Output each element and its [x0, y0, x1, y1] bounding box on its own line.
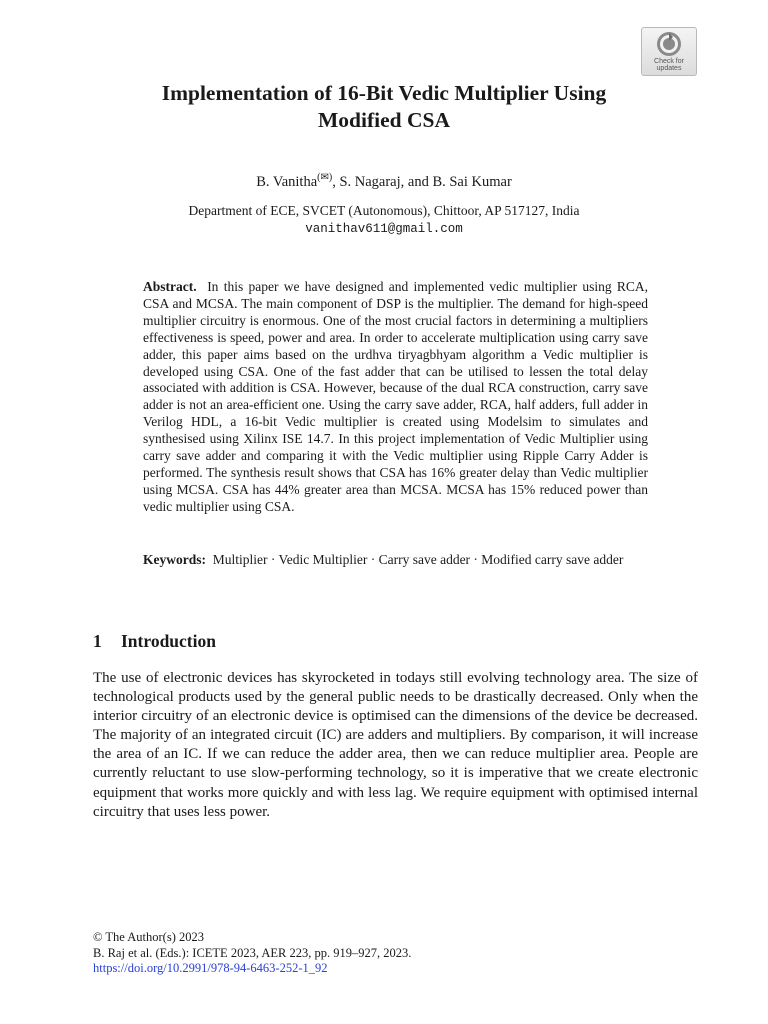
badge-line-2: updates	[656, 65, 682, 72]
introduction-paragraph: The use of electronic devices has skyrocketed in todays still evolving technology area. The size of technological products used by the general public needs to be drastically decreased. Only when the interior circuitry of an electronic device is optimised can the dimensions of the device be decreased. The majority of an integrated circuit (IC) are adders and multipliers. By comparison, it will increase the area of an IC. If we can reduce the adder area, then we can reduce multiplier area. People are currently reluctant to use slow-performing technology, so it is imperative that we create electronic equipment that works more quickly and with less lag. We require equipment with optimised internal circuitry that uses less power.	[93, 670, 698, 820]
section-heading	[93, 630, 216, 652]
section-title: Introduction	[121, 631, 216, 651]
badge-text	[642, 58, 696, 72]
footer	[93, 930, 411, 977]
title-line-2: Modified CSA	[318, 108, 450, 132]
author-email[interactable]: vanithav611@gmail.com	[305, 222, 463, 236]
other-authors: , S. Nagaraj, and B. Sai Kumar	[332, 173, 512, 190]
abstract	[143, 279, 648, 516]
keywords-label: Keywords:	[143, 552, 206, 567]
keywords-text: Multiplier · Vedic Multiplier · Carry save adder · Modified carry save adder	[212, 552, 624, 567]
affiliation: Department of ECE, SVCET (Autonomous), Chittoor, AP 517127, India	[188, 203, 580, 218]
abstract-text: In this paper we have designed and implemented vedic multiplier using RCA, CSA and MCSA. The main component of DSP is the multiplier. The demand for high-speed multiplier circuitry is enormous. One of the most crucial factors in determining a multipliers effectiveness is speed, power and area. In order to accelerate multiplication using carry save adder, this paper aims based on the urdhva tiryagbhyam algorithm a Vedic multiplier is developed using CSA. One of the fast adder that can be utilised to lessen the total delay associated with addition is CSA. However, because of the dual RCA construction, carry save adder is not an area-efficient one. Using the carry save adder, RCA, half adders, full adder in Verilog HDL, a 16-bit Vedic multiplier is created using Modelsim to simulates and synthesised using Xilinx ISE 14.7. In this project implementation of Vedic Multiplier using carry save adder and comparing it with the Vedic multiplier using Ripple Carry Adder is performed. The synthesis result shows that CSA has 16% greater delay than Vedic multiplier using MCSA. CSA has 44% greater area than MCSA. MCSA has 15% reduced power than vedic multiplier using CSA.	[143, 279, 649, 514]
badge-line-1: Check for	[654, 58, 684, 65]
keywords	[143, 551, 648, 568]
check-for-updates-icon	[656, 31, 682, 57]
paper-title	[60, 80, 708, 134]
doi-link[interactable]: https://doi.org/10.2991/978-94-6463-252-1_92	[93, 961, 328, 975]
copyright: © The Author(s) 2023	[93, 930, 204, 944]
title-line-1: Implementation of 16-Bit Vedic Multiplier Using	[161, 81, 607, 105]
check-for-updates-badge[interactable]	[641, 27, 697, 76]
citation: B. Raj et al. (Eds.): ICETE 2023, AER 223, pp. 919–927, 2023.	[93, 945, 412, 960]
abstract-label: Abstract.	[143, 279, 197, 294]
first-author: B. Vanitha	[256, 173, 318, 190]
author-list	[0, 168, 768, 192]
section-number: 1	[93, 631, 102, 651]
corresponding-author-mark: (✉)	[317, 172, 333, 183]
